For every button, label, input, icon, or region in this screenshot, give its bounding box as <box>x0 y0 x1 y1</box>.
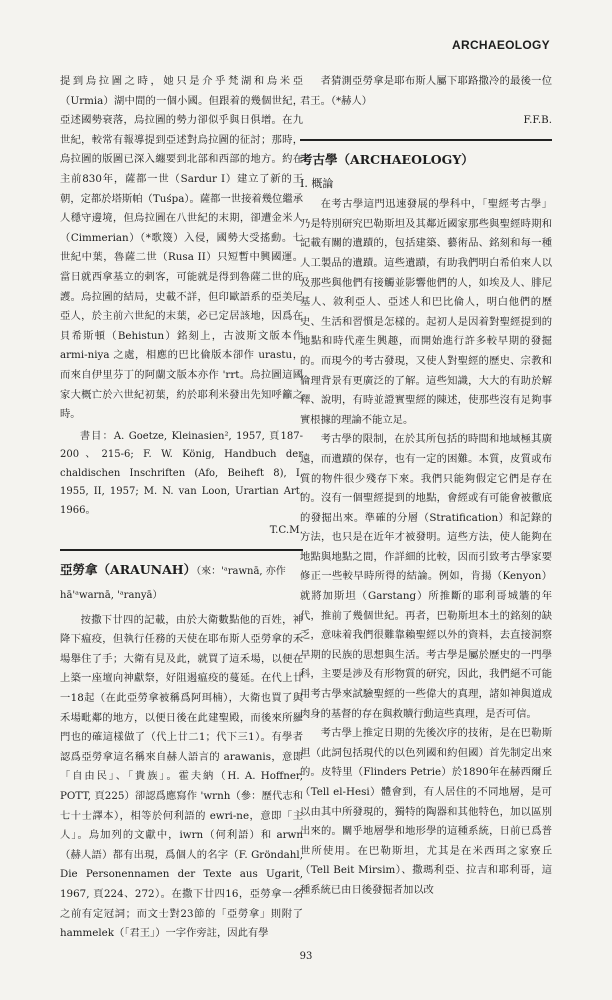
paragraph-3: 考古學上推定日期的先後次序的技術，是在巴勒斯坦（此詞包括現代的以色列國和約但國）首先制定出來的。皮特里（Flinders Petrie）於1890年在赫西爾丘（Tell el-Hesi）體會到，有人居住的不同地層，是可以由其中所發現的，獨特的陶器和其他特色，加以區別出來的。關乎地層學和地形學的這種系統，日前已爲普世所使用。在巴勒斯坦，尤其是在米西珥之家寮丘（Tell Beit Mirsim）、撒瑪利亞、拉吉和耶利哥，這種系統已由日後發掘者加以改 <box>300 727 552 896</box>
continued-text-right: 者猜測亞勞拿是耶布斯人屬下耶路撒冷的最後一位君王。（*赫人） <box>300 75 552 107</box>
section-divider <box>60 549 303 551</box>
signature-ffb: F.F.B. <box>523 114 552 127</box>
entry-title-alt: （來：'ᵃrawnā, 亦作 hā'ᵃwarnā, 'ᵃranyā） <box>60 565 286 601</box>
entry-text-araunah: 按撒下廿四的記載，由於大衛數點他的百姓，神降下瘟疫，但執行任務的天使在耶布斯人亞勞拿的禾場舉住了手；大衛有見及此，就買了這禾場，以便在上築一座壇向神獻祭，好阻遏瘟疫的蔓延。在代上廿一18起（在此亞勞拿被稱爲阿珥楠），大衛也買了與禾場毗鄰的地方，以便日後在此建聖殿，而後來所羅門也的確這樣做了（代上廿二1；代下三1）。有學者認爲亞勞拿這名稱來自赫人語言的 arawanis，意即「自由民」、「貴族」。霍夫納（H. A. Hoffner, POTT, 頁225）卻認爲應寫作 'wrnh（參：歷代志和七十士譯本），相等於何利語的 ewri-ne，意即「主人」。烏加列的文獻中，iwrn（何利語）和 arwn（赫人語）都有出現，爲個人的名字（F. Gröndahl, Die Personennamen der Texte aus Ugarit, 1967, 頁224、272）。在撒下廿四16，亞勞拿一名之前有定冠詞；而文士對23節的「亞勞拿」則附了 hammelek（「君王」）一字作旁註，因此有學 <box>60 613 303 940</box>
bibliography-signature: T.C.M. <box>269 523 303 536</box>
running-head: ARCHAEOLOGY <box>452 38 550 52</box>
section-heading: I. 概論 <box>300 177 334 191</box>
page-number: 93 <box>299 951 313 962</box>
bibliography: 書目：A. Goetze, Kleinasien², 1957, 頁187-200、215-6; F. W. König, Handbuch der chaldischen Inschriften (Afo, Beiheft 8), I, 1955, II, 1957; M. N. van Loon, Urartian Art, 1966。 <box>60 430 303 517</box>
continued-text: 提到烏拉圖之時，她只是介乎梵湖和烏米亞（Urmia）湖中間的一個小國。但跟着的幾個世紀，亞述國勢衰落，烏拉圖的勢力卻似乎與日俱增。在九世紀，較常有報導提到亞述對烏拉圖的征討；那時，烏拉圖的版圖已深入纏要到北部和西部的地方。約在主前830年，薩都一世（Sardur I）建立了新的王朝，定都於塔斯帕（Tuśpa）。薩都一世接着幾位繼承人穩守邊境，但烏拉圖在八世紀的末期，卻遭金米人（Cimmerian）（*歌篾）入侵，國勢大受搖動。七世紀中葉，魯薩二世（Rusa II）只短暫中興國運。當日就西拿基立的剌客，可能就是得到魯薩二世的庇護。烏拉圖的結局，史載不詳，但印歐語系的亞美尼亞人，於主前六世紀的末葉，必已定居該地，因爲在貝希斯頓（Behistun）銘刻上，古波斯文版本作 armi-niya 之處，相應的巴比倫版本卻作 urastu，而來自伊里芬丁的阿蘭文版本亦作 'rrt。烏拉圖這國家大概亡於六世紀初葉，約於耶利米發出先知呼籲之時。 <box>60 75 303 421</box>
entry-title-araunah <box>60 559 303 607</box>
paragraph-1: 在考古學這門迅速發展的學科中，「聖經考古學」乃是特別研究巴勒斯坦及其鄰近國家那些與聖經時期和記載有關的遺蹟的，包括建築、藝術品、銘刻和每一種人工製品的遺蹟。這些遺蹟，有助我們明白希伯來人以及那些與他們有接觸並影響他們的人，如埃及人、腓尼基人、敘利亞人、亞述人和巴比倫人，明白他們的歷史、生活和習慣是怎樣的。起初人是因着對聖經提到的地點和時代產生興趣，而開始進行許多較早期的發掘的。而現今的考古發現，又使人對聖經的歷史、宗教和倫理背景有更廣泛的了解。這些知識，大大的有助於解釋、說明，有時並證實聖經的陳述，使那些沒有足夠事實根據的理論不能立足。 <box>300 198 552 426</box>
entry-title-archaeology: 考古學（ARCHAEOLOGY） <box>300 152 474 168</box>
right-column <box>300 72 552 901</box>
left-column <box>60 72 303 944</box>
section-divider-right <box>300 139 552 141</box>
entry-title-text: 亞勞拿（ARAUNAH） <box>60 561 197 577</box>
paragraph-2: 考古學的限制，在於其所包括的時間和地域極其廣遠，而遺蹟的保存，也有一定的困難。本質，皮質或布質的物件很少殘存下來。我們只能夠假定它們是存在的。沒有一個聖經提到的地點，會經或有可能會被徹底的發掘出來。準確的分層（Stratification）和記錄的方法，也只是在近年才被發明。這些方法，使人能夠在地點與地點之間，作詳細的比較，因而引致考古學家要修正一些較早時所得的結論。例如，肯揚（Kenyon）就將加斯坦（Garstang）所推斷的耶利哥城牆的年代，推前了幾個世紀。再者，巴勒斯坦本土的銘刻的缺乏，意味着我們很難靠賴聖經以外的資料，去直接洞察早期的民族的思想與生活。考古學是屬於歷史的一門學科，主要是涉及有形物質的研究，因此，我們絕不可能用考古學來試驗聖經的一些偉大的真理，諸如神與道成肉身的基督的存在與救贖行動這些真理，是否可信。 <box>300 433 552 720</box>
